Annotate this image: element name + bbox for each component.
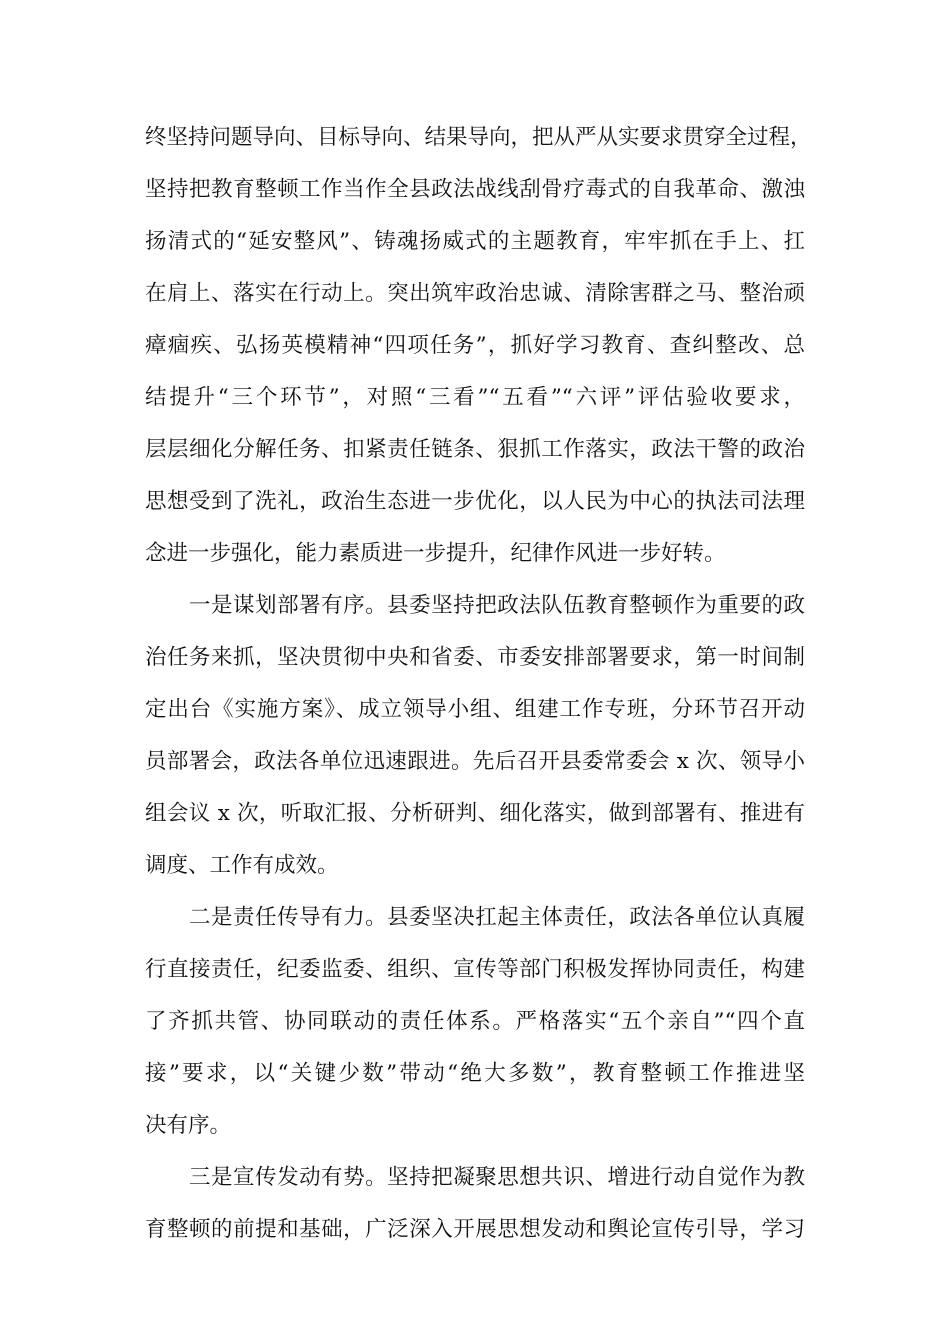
paragraph-first-line: 一是谋划部署有序。县委坚持把政法队伍教育整顿作为重要的政 xyxy=(189,593,805,618)
text-line: 终坚持问题导向、目标导向、结果导向，把从严从实要求贯穿全过程， xyxy=(145,125,812,150)
text-line: 念进一步强化，能力素质进一步提升，纪律作风进一步好转。 xyxy=(145,541,726,566)
text-line: 坚持把教育整顿工作当作全县政法战线刮骨疗毒式的自我革命、激浊 xyxy=(145,177,805,202)
text-line: 育整顿的前提和基础，广泛深入开展思想发动和舆论宣传引导，学习 xyxy=(145,1217,805,1242)
text-line: 扬清式的“延安整风”、铸魂扬威式的主题教育，牢牢抓在手上、扛 xyxy=(145,229,805,254)
text-line: 调度、工作有成效。 xyxy=(145,853,339,878)
text-line: 结提升“三个环节”，对照“三看”“五看”“六评”评估验收要求， xyxy=(145,385,805,410)
text-line: 接”要求，以“关键少数”带动“绝大多数”，教育整顿工作推进坚 xyxy=(145,1061,805,1086)
text-line: 思想受到了洗礼，政治生态进一步优化，以人民为中心的执法司法理 xyxy=(145,489,805,514)
text-line: 行直接责任，纪委监委、组织、宣传等部门积极发挥协同责任，构建 xyxy=(145,957,805,982)
text-line: 层层细化分解任务、扣紧责任链条、狠抓工作落实，政法干警的政治 xyxy=(145,437,805,462)
text-line: 治任务来抓，坚决贯彻中央和省委、市委安排部署要求，第一时间制 xyxy=(145,645,805,670)
text-line: 瘴痼疾、弘扬英模精神“四项任务”，抓好学习教育、查纠整改、总 xyxy=(145,333,805,358)
paragraph-first-line: 三是宣传发动有势。坚持把凝聚思想共识、增进行动自觉作为教 xyxy=(189,1165,805,1190)
paragraph-first-line: 二是责任传导有力。县委坚决扛起主体责任，政法各单位认真履 xyxy=(189,905,805,930)
text-line: 员部署会，政法各单位迅速跟进。先后召开县委常委会 x 次、领导小 xyxy=(145,749,805,774)
text-line: 了齐抓共管、协同联动的责任体系。严格落实“五个亲自”“四个直 xyxy=(145,1009,805,1034)
text-line: 决有序。 xyxy=(145,1113,232,1138)
text-line: 定出台《实施方案》、成立领导小组、组建工作专班，分环节召开动 xyxy=(145,697,805,722)
text-line: 组会议 x 次，听取汇报、分析研判、细化落实，做到部署有、推进有 xyxy=(145,801,805,826)
text-line: 在肩上、落实在行动上。突出筑牢政治忠诚、清除害群之马、整治顽 xyxy=(145,281,805,306)
